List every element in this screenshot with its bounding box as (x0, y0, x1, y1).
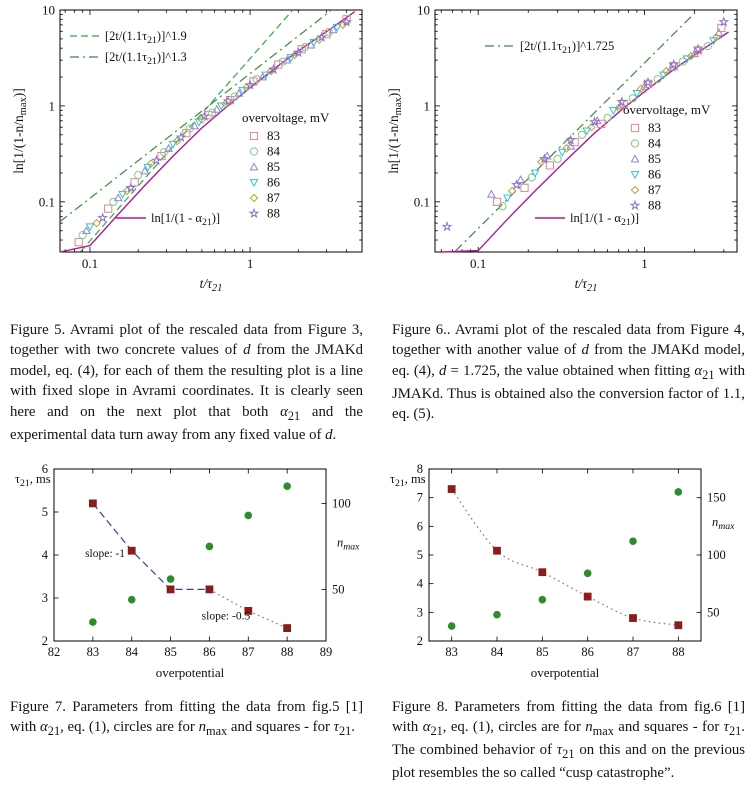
figures-row-bottom (10, 455, 745, 683)
svg-text:85: 85 (164, 644, 177, 659)
svg-text:τ21, ms: $\tau_{21}$, ms (15, 471, 51, 489)
svg-text:overvoltage, mV: overvoltage, mV (242, 110, 330, 125)
svg-text:88: 88 (280, 644, 294, 659)
svg-text:t/τ21: $t/\tau_{21}$ (199, 276, 223, 294)
svg-text:nmax: $n_{max}$ (337, 535, 360, 553)
svg-text:87: 87 (648, 182, 661, 197)
svg-text:4: 4 (416, 576, 423, 591)
svg-text:ln[1/(1 - α21)]: $\ln[1/(1 - \alpha_{21})]$ (151, 211, 221, 228)
svg-text:ln[1/(1-n/nmax)]: $\ln[1/(1-n/n_{max})]$ (386, 88, 404, 174)
svg-text:88: 88 (267, 205, 280, 221)
figure-5-caption: Figure 5. Avrami plot of the rescaled data from Figure 3, together with two concrete values of d from the JMAKd model, eq. (4), for each of them the resulting plot is a line with fixed slope in Avrami coordinates. It is clearly seen here and on the next plot that both $\alpha_{21}$ and the experimental data turn away from any fixed value of d. (10, 322, 363, 443)
svg-text:[2t/(1.1τ21)]^1.725: $[2t/(1.1\tau_{21})]\^{}1.725$ (520, 39, 615, 56)
svg-text:[2t/(1.1τ21)]^1.9: $[2t/(1.1\tau_{21})]\^{}1.9$ (105, 29, 187, 46)
svg-text:2: 2 (41, 633, 48, 648)
figure-6-caption: Figure 6.. Avrami plot of the rescaled data from Figure 4, together with another value of d from the JMAKd model, eq. (4), d = 1.725, the value obtained when fitting $\alpha_{21}$ with JMAKd. Thus is obtained also the conversion factor of 1.1, eq. (5). (392, 322, 745, 423)
figure-5-avrami-chart (10, 4, 370, 296)
svg-text:overvoltage, mV: overvoltage, mV (623, 102, 711, 117)
svg-text:1: 1 (423, 98, 430, 114)
svg-text:0.1: 0.1 (413, 194, 430, 210)
svg-text:84: 84 (648, 135, 661, 151)
svg-text:6: 6 (416, 519, 423, 534)
svg-text:85: 85 (536, 644, 549, 659)
svg-text:3: 3 (41, 590, 48, 605)
svg-text:86: 86 (648, 166, 661, 182)
svg-text:slope: -1: slope: -1 (85, 548, 126, 561)
svg-text:82: 82 (47, 644, 61, 659)
svg-text:100: 100 (707, 547, 726, 562)
svg-text:1: 1 (246, 256, 254, 271)
svg-text:85: 85 (648, 151, 661, 166)
svg-text:overpotential: overpotential (155, 664, 225, 680)
svg-text:slope: -0.5: slope: -0.5 (201, 610, 251, 623)
svg-text:84: 84 (267, 143, 280, 159)
svg-text:2: 2 (416, 633, 423, 648)
figure-8-caption: Figure 8. Parameters from fitting the data from fig.6 [1] with $\alpha_{21}$, eq. (1), circles are for $n_{max}$ and squares - for $\tau_{21}$. The combined behavior of $\tau_{21}$ on this and on the previous plot resembles the so called “cusp catastrophe”. (392, 698, 745, 782)
figure-7-parameters-chart (10, 455, 370, 683)
svg-text:4: 4 (41, 547, 48, 562)
svg-text:0.1: 0.1 (470, 256, 487, 271)
svg-text:87: 87 (242, 644, 255, 659)
svg-text:86: 86 (267, 174, 280, 190)
svg-text:100: 100 (332, 496, 351, 511)
svg-text:0.1: 0.1 (38, 194, 55, 210)
svg-text:τ21, ms: $\tau_{21}$, ms (390, 471, 426, 489)
captions-row-bottom (10, 697, 745, 784)
svg-text:84: 84 (490, 644, 504, 659)
svg-text:87: 87 (626, 644, 640, 659)
svg-text:ln[1/(1-n/nmax)]: $\ln[1/(1-n/n_{max})]$ (11, 88, 29, 174)
svg-text:83: 83 (445, 644, 458, 659)
svg-text:50: 50 (332, 582, 345, 597)
svg-text:3: 3 (416, 605, 423, 620)
svg-text:5: 5 (41, 504, 48, 519)
svg-text:1: 1 (641, 256, 648, 271)
svg-text:10: 10 (42, 4, 55, 18)
svg-text:8: 8 (416, 461, 423, 476)
figure-6-avrami-chart (385, 4, 745, 296)
svg-text:overpotential: overpotential (530, 664, 600, 680)
svg-text:88: 88 (672, 644, 685, 659)
captions-row-top (10, 320, 745, 445)
svg-text:86: 86 (203, 644, 216, 659)
svg-text:nmax: $n_{max}$ (712, 514, 735, 532)
figure-7-caption: Figure 7. Parameters from fitting the data from fig.5 [1] with $\alpha_{21}$, eq. (1), circles are for $n_{max}$ and squares - for $\tau_{21}$. (10, 698, 363, 739)
svg-text:87: 87 (267, 190, 280, 205)
svg-text:150: 150 (707, 490, 726, 505)
figure-8-parameters-chart (385, 455, 745, 683)
svg-text:[2t/(1.1τ21)]^1.3: $[2t/(1.1\tau_{21})]\^{}1.3$ (105, 50, 187, 67)
svg-text:86: 86 (581, 644, 594, 659)
svg-text:83: 83 (648, 120, 661, 135)
svg-text:88: 88 (648, 197, 661, 213)
svg-text:6: 6 (41, 461, 48, 476)
svg-text:85: 85 (267, 159, 280, 174)
svg-text:1: 1 (48, 98, 55, 114)
svg-text:5: 5 (416, 547, 423, 562)
svg-text:89: 89 (319, 644, 333, 659)
figures-row-top (10, 4, 745, 296)
svg-text:ln[1/(1 - α21)]: $\ln[1/(1 - \alpha_{21})]$ (570, 211, 640, 228)
svg-text:50: 50 (707, 605, 720, 620)
svg-text:0.1: 0.1 (81, 256, 99, 271)
svg-text:84: 84 (125, 644, 138, 659)
svg-text:83: 83 (86, 644, 100, 659)
svg-text:10: 10 (417, 4, 430, 18)
svg-text:7: 7 (416, 490, 423, 505)
svg-text:83: 83 (267, 128, 280, 143)
svg-text:t/τ21: $t/\tau_{21}$ (574, 276, 598, 294)
